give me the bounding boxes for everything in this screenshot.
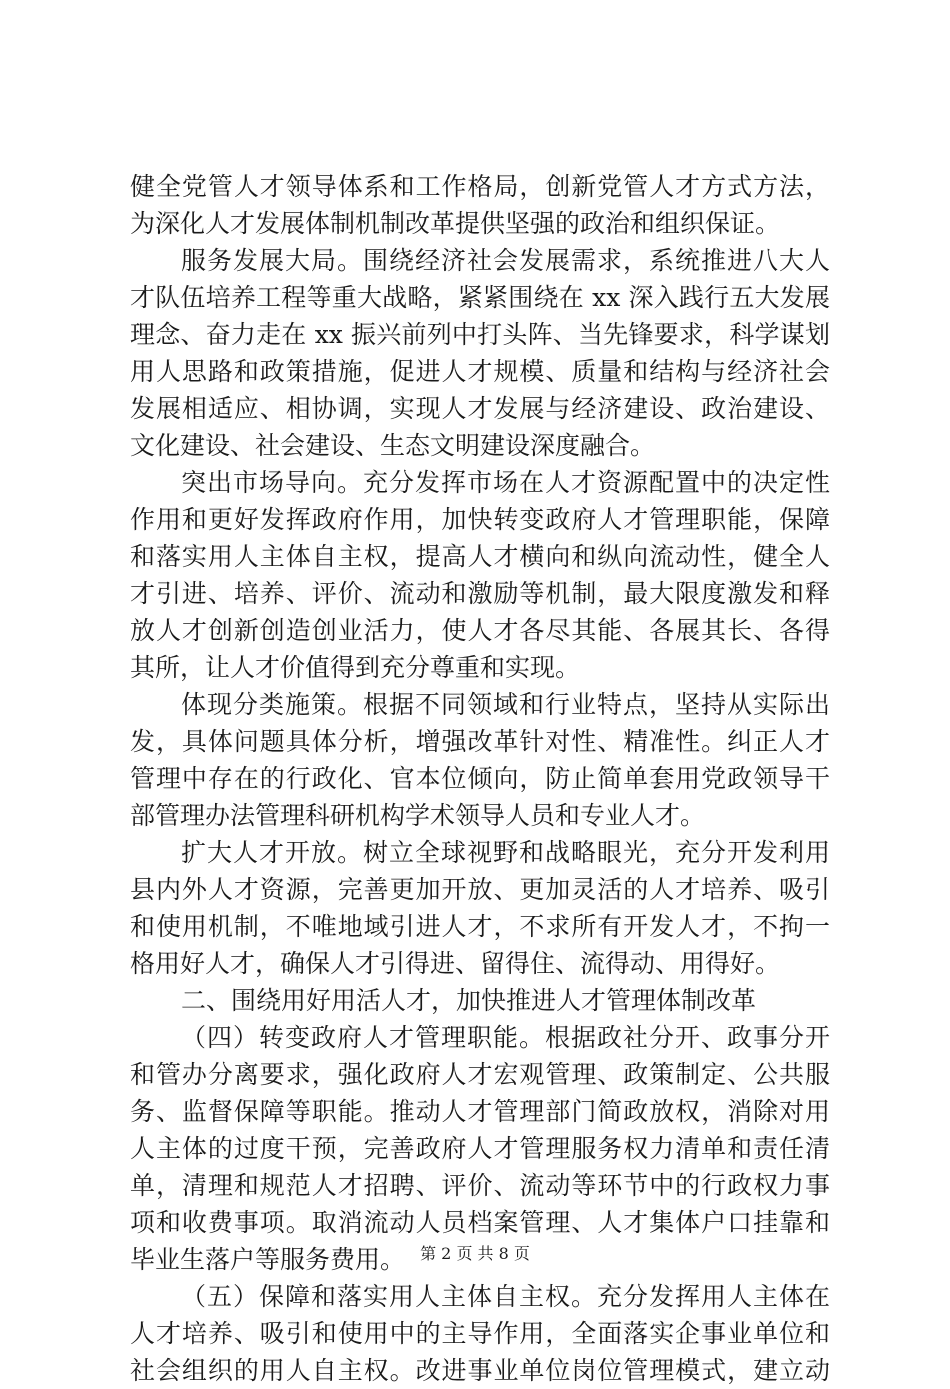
text-line: 项和收费事项。取消流动人员档案管理、人才集体户口挂靠和 [130,1208,830,1237]
text-line: 社会组织的用人自主权。改进事业单位岗位管理模式，建立动 [130,1356,830,1385]
text-line: 作用和更好发挥政府作用，加快转变政府人才管理职能，保障 [130,505,830,534]
text-line: 发展相适应、相协调，实现人才发展与经济建设、政治建设、 [130,394,830,423]
text-line: （四）转变政府人才管理职能。根据政社分开、政事分开 [181,1023,830,1052]
text-line: 健全党管人才领导体系和工作格局，创新党管人才方式方法， [130,172,830,201]
text-line: 和落实用人主体自主权，提高人才横向和纵向流动性，健全人 [130,542,830,571]
text-line: 县内外人才资源，完善更加开放、更加灵活的人才培养、吸引 [130,875,830,904]
text-line: 扩大人才开放。树立全球视野和战略眼光，充分开发利用 [181,838,830,867]
document-body [130,168,830,1389]
section-heading: 二、围绕用好用活人才，加快推进人才管理体制改革 [181,986,757,1015]
text-line: 和管办分离要求，强化政府人才宏观管理、政策制定、公共服 [130,1060,830,1089]
text-line: 用人思路和政策措施，促进人才规模、质量和结构与经济社会 [130,357,830,386]
text-line: 理念、奋力走在 xx 振兴前列中打头阵、当先锋要求，科学谋划 [130,320,830,349]
text-line: 才队伍培养工程等重大战略，紧紧围绕在 xx 深入践行五大发展 [130,283,830,312]
text-line: 文化建设、社会建设、生态文明建设深度融合。 [130,431,656,460]
text-line: 管理中存在的行政化、官本位倾向，防止简单套用党政领导干 [130,764,830,793]
text-line: 单，清理和规范人才招聘、评价、流动等环节中的行政权力事 [130,1171,830,1200]
text-line: 人主体的过度干预，完善政府人才管理服务权力清单和责任清 [130,1134,830,1163]
text-line: 服务发展大局。围绕经济社会发展需求，系统推进八大人 [181,246,830,275]
text-line: 放人才创新创造创业活力，使人才各尽其能、各展其长、各得 [130,616,830,645]
text-line: 才引进、培养、评价、流动和激励等机制，最大限度激发和释 [130,579,830,608]
text-line: （五）保障和落实用人主体自主权。充分发挥用人主体在 [181,1282,830,1311]
text-line: 发，具体问题具体分析，增强改革针对性、精准性。纠正人才 [130,727,830,756]
text-line: 为深化人才发展体制机制改革提供坚强的政治和组织保证。 [130,209,781,238]
text-line: 突出市场导向。充分发挥市场在人才资源配置中的决定性 [181,468,830,497]
text-line: 毕业生落户等服务费用。 [130,1245,406,1274]
text-line: 人才培养、吸引和使用中的主导作用，全面落实企事业单位和 [130,1319,830,1348]
text-line: 其所，让人才价值得到充分尊重和实现。 [130,653,581,682]
page-footer: 第 2 页 共 8 页 [420,1244,530,1263]
text-line: 格用好人才，确保人才引得进、留得住、流得动、用得好。 [130,949,781,978]
text-line: 和使用机制，不唯地域引进人才，不求所有开发人才，不拘一 [130,912,830,941]
text-line: 体现分类施策。根据不同领域和行业特点，坚持从实际出 [181,690,830,719]
text-line: 务、监督保障等职能。推动人才管理部门简政放权，消除对用 [130,1097,830,1126]
text-line: 部管理办法管理科研机构学术领导人员和专业人才。 [130,801,706,830]
